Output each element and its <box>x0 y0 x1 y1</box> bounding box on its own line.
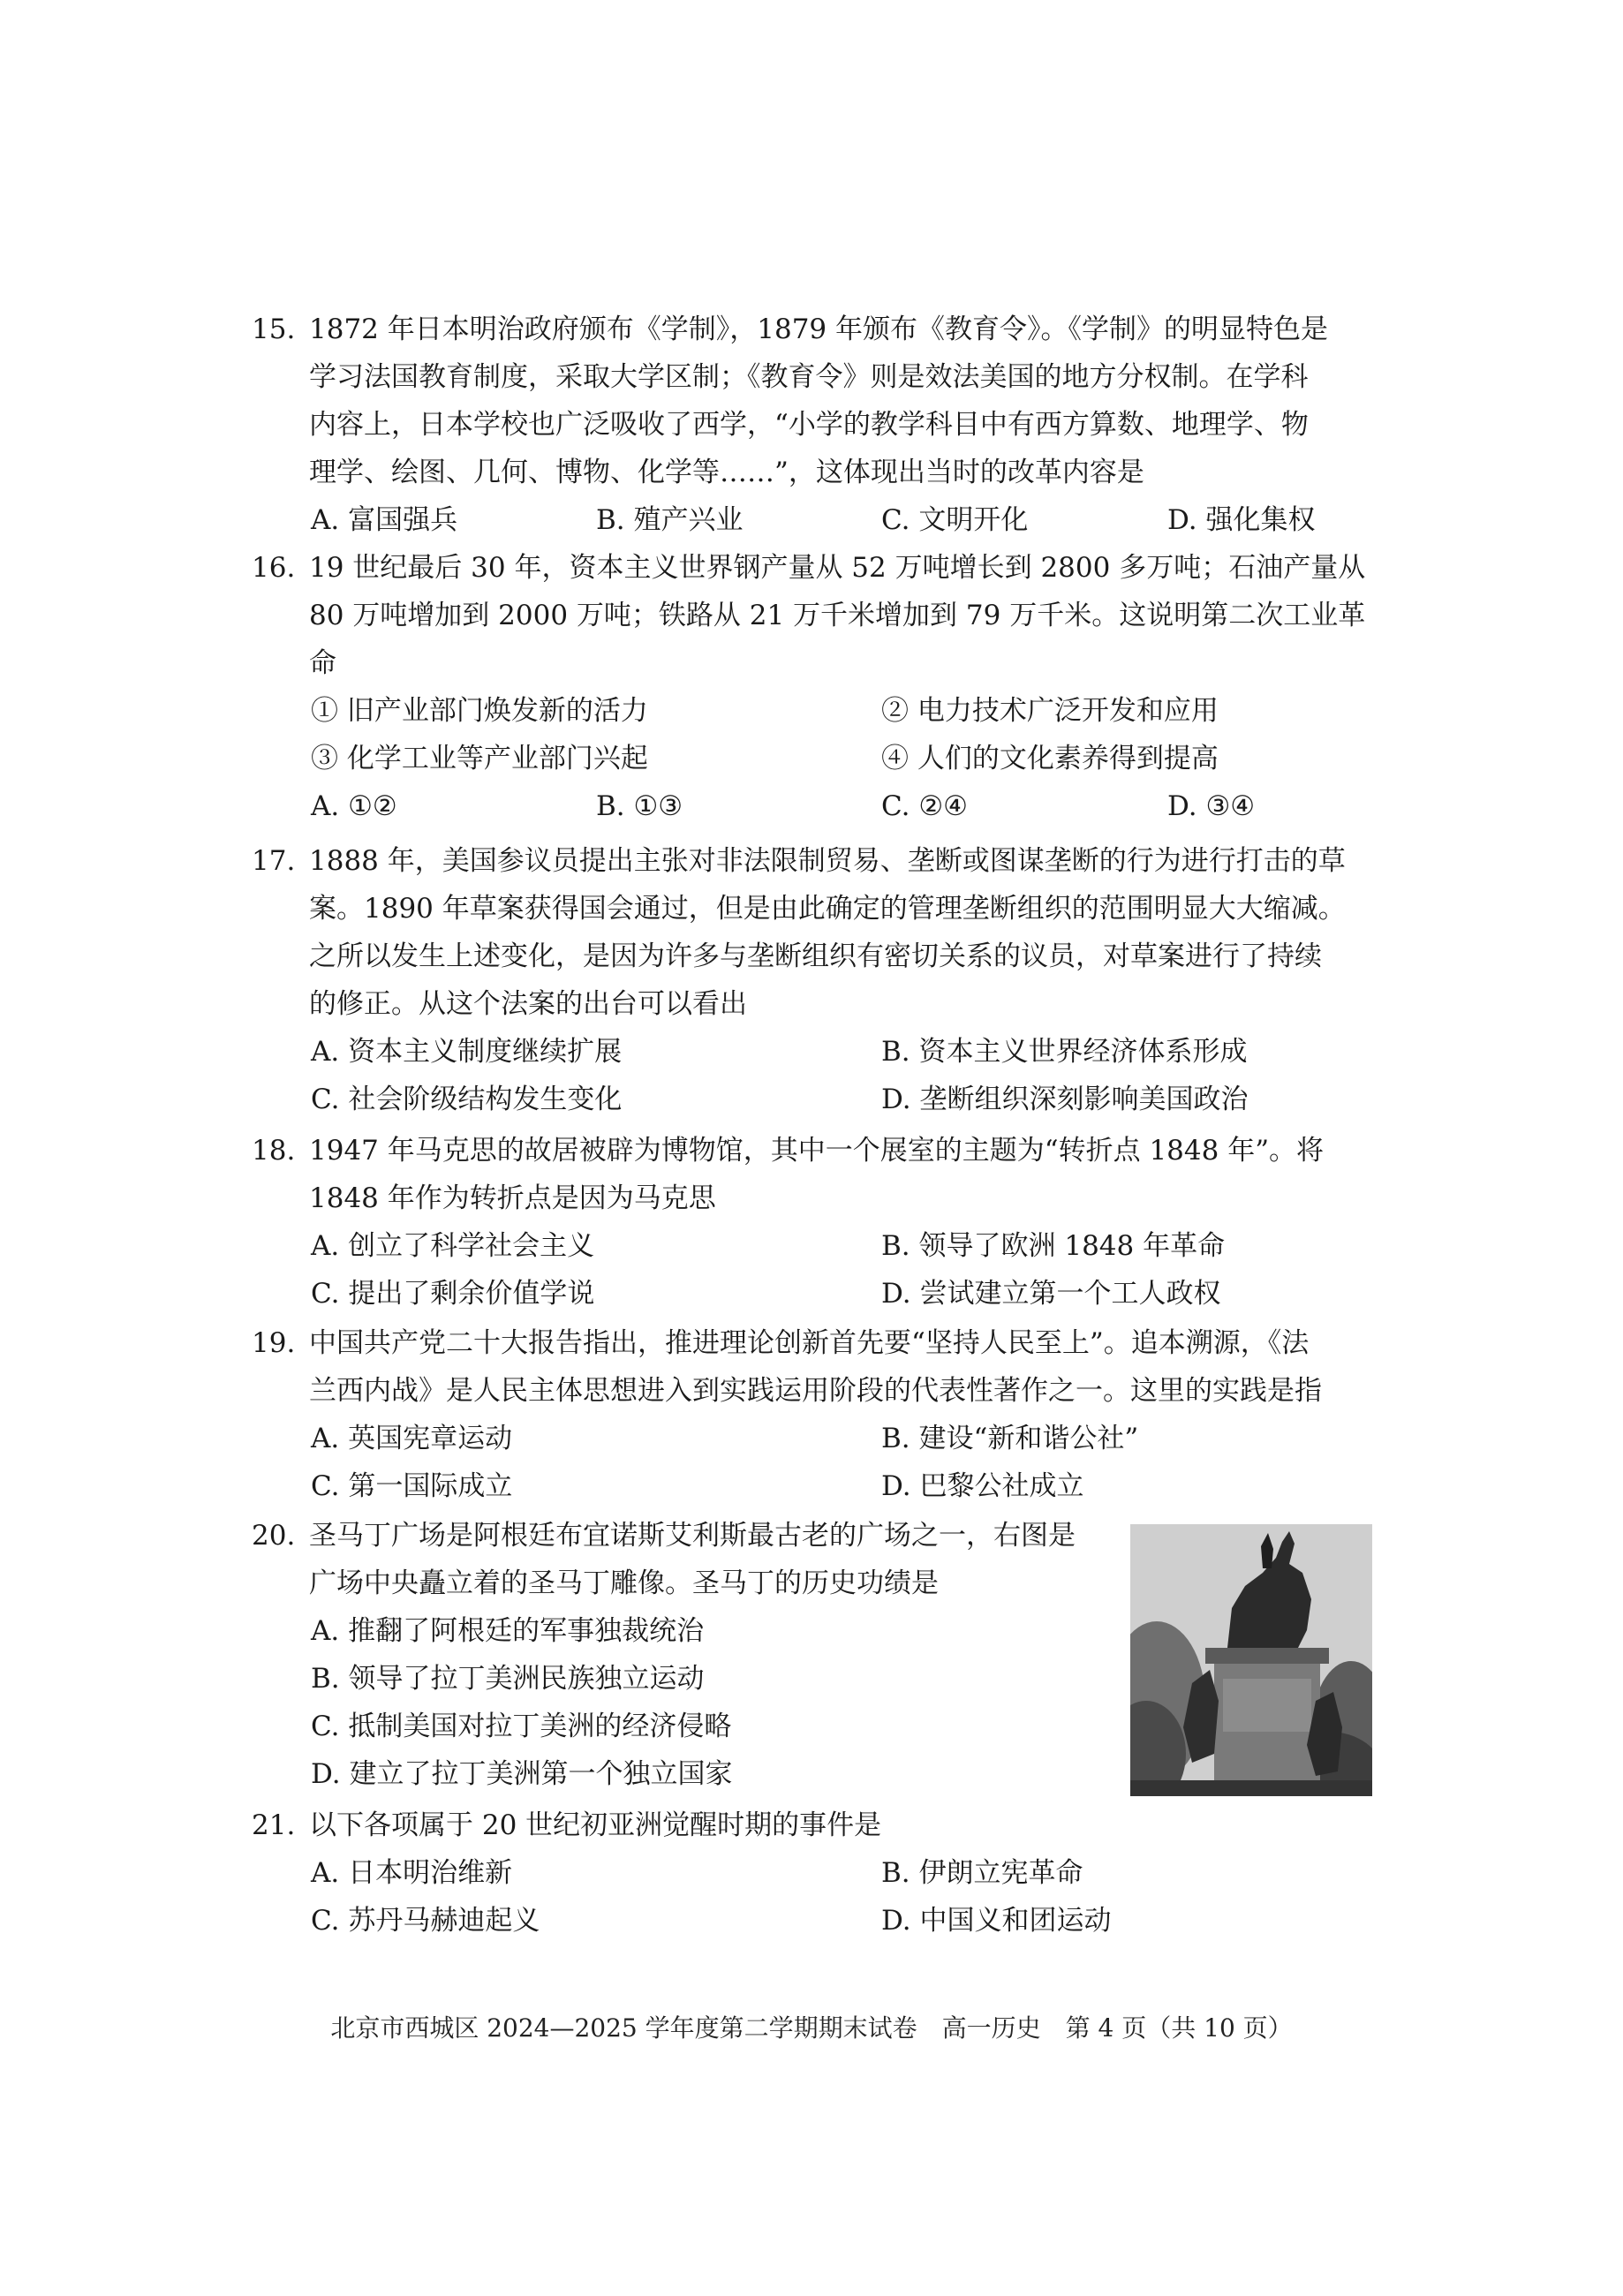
option-b[interactable]: B. 领导了拉丁美洲民族独立运动 <box>311 1663 705 1695</box>
item-2: ② 电力技术广泛开发和应用 <box>881 695 1219 727</box>
question-number: 16. <box>252 552 296 584</box>
question-text: 1947 年马克思的故居被辟为博物馆，其中一个展室的主题为“转折点 1848 年”。将 <box>309 1135 1325 1167</box>
question-text: 19 世纪最后 30 年，资本主义世界钢产量从 52 万吨增长到 2800 多万吨；石油产量从 <box>309 552 1366 584</box>
option-a[interactable]: A. 日本明治维新 <box>311 1857 513 1889</box>
question-text: 广场中央矗立着的圣马丁雕像。圣马丁的历史功绩是 <box>309 1567 939 1599</box>
option-a[interactable]: A. ①② <box>311 790 397 822</box>
item-1: ① 旧产业部门焕发新的活力 <box>311 695 648 727</box>
option-d[interactable]: D. 中国义和团运动 <box>881 1905 1112 1937</box>
option-c[interactable]: C. 抵制美国对拉丁美洲的经济侵略 <box>311 1711 732 1742</box>
question-number: 15. <box>252 313 296 345</box>
option-d[interactable]: D. ③④ <box>1167 790 1256 822</box>
question-text: 学习法国教育制度，采取大学区制；《教育令》则是效法美国的地方分权制。在学科 <box>309 361 1309 393</box>
question-text: 的修正。从这个法案的出台可以看出 <box>309 988 747 1020</box>
option-a[interactable]: A. 富国强兵 <box>311 504 458 536</box>
question-text: 案。1890 年草案获得国会通过，但是由此确定的管理垄断组织的范围明显大大缩减。 <box>309 893 1346 925</box>
option-c[interactable]: C. 第一国际成立 <box>311 1470 513 1502</box>
option-d[interactable]: D. 建立了拉丁美洲第一个独立国家 <box>311 1758 733 1790</box>
question-text: 1872 年日本明治政府颁布《学制》，1879 年颁布《教育令》。《学制》的明显特色是 <box>309 313 1328 345</box>
question-text: 内容上，日本学校也广泛吸收了西学，“小学的教学科目中有西方算数、地理学、物 <box>309 409 1309 441</box>
question-text: 中国共产党二十大报告指出，推进理论创新首先要“坚持人民至上”。追本溯源，《法 <box>309 1327 1310 1359</box>
option-b[interactable]: B. 伊朗立宪革命 <box>881 1857 1083 1889</box>
option-b[interactable]: B. 殖产兴业 <box>596 504 744 536</box>
san-martin-statue-photo <box>1130 1524 1372 1796</box>
question-text: 80 万吨增加到 2000 万吨；铁路从 21 万千米增加到 79 万千米。这说明第二次工业革 <box>309 600 1366 631</box>
question-text: 之所以发生上述变化，是因为许多与垄断组织有密切关系的议员，对草案进行了持续 <box>309 940 1322 972</box>
question-text: 命 <box>309 647 336 679</box>
option-b[interactable]: B. 资本主义世界经济体系形成 <box>881 1036 1248 1068</box>
option-b[interactable]: B. 领导了欧洲 1848 年革命 <box>881 1230 1226 1262</box>
question-number: 20. <box>252 1520 296 1552</box>
option-c[interactable]: C. 社会阶级结构发生变化 <box>311 1084 623 1115</box>
question-number: 18. <box>252 1135 296 1167</box>
option-a[interactable]: A. 推翻了阿根廷的军事独裁统治 <box>311 1615 705 1647</box>
option-c[interactable]: C. ②④ <box>881 790 968 822</box>
item-3: ③ 化学工业等产业部门兴起 <box>311 743 648 774</box>
statue-illustration <box>1130 1524 1372 1796</box>
question-text: 1848 年作为转折点是因为马克思 <box>309 1182 716 1214</box>
option-a[interactable]: A. 英国宪章运动 <box>311 1423 513 1454</box>
item-4: ④ 人们的文化素养得到提高 <box>881 743 1219 774</box>
option-b[interactable]: B. ①③ <box>596 790 683 822</box>
option-d[interactable]: D. 尝试建立第一个工人政权 <box>881 1278 1221 1310</box>
option-d[interactable]: D. 垄断组织深刻影响美国政治 <box>881 1084 1249 1115</box>
option-b[interactable]: B. 建设“新和谐公社” <box>881 1423 1139 1454</box>
option-c[interactable]: C. 苏丹马赫迪起义 <box>311 1905 540 1937</box>
option-c[interactable]: C. 文明开化 <box>881 504 1029 536</box>
option-c[interactable]: C. 提出了剩余价值学说 <box>311 1278 595 1310</box>
question-number: 19. <box>252 1327 296 1359</box>
option-a[interactable]: A. 资本主义制度继续扩展 <box>311 1036 623 1068</box>
option-a[interactable]: A. 创立了科学社会主义 <box>311 1230 595 1262</box>
page-footer: 北京市西城区 2024—2025 学年度第二学期期末试卷 高一历史 第 4 页（共 10 页） <box>330 2013 1293 2043</box>
question-text: 圣马丁广场是阿根廷布宜诺斯艾利斯最古老的广场之一，右图是 <box>309 1520 1076 1552</box>
question-text: 理学、绘图、几何、博物、化学等……”，这体现出当时的改革内容是 <box>309 457 1144 488</box>
option-d[interactable]: D. 巴黎公社成立 <box>881 1470 1084 1502</box>
question-text: 以下各项属于 20 世纪初亚洲觉醒时期的事件是 <box>309 1809 882 1841</box>
option-d[interactable]: D. 强化集权 <box>1167 504 1316 536</box>
question-text: 1888 年，美国参议员提出主张对非法限制贸易、垄断或图谋垄断的行为进行打击的草 <box>309 845 1346 877</box>
question-number: 17. <box>252 845 296 877</box>
question-number: 21. <box>252 1809 296 1841</box>
question-text: 兰西内战》是人民主体思想进入到实践运用阶段的代表性著作之一。这里的实践是指 <box>309 1375 1322 1407</box>
